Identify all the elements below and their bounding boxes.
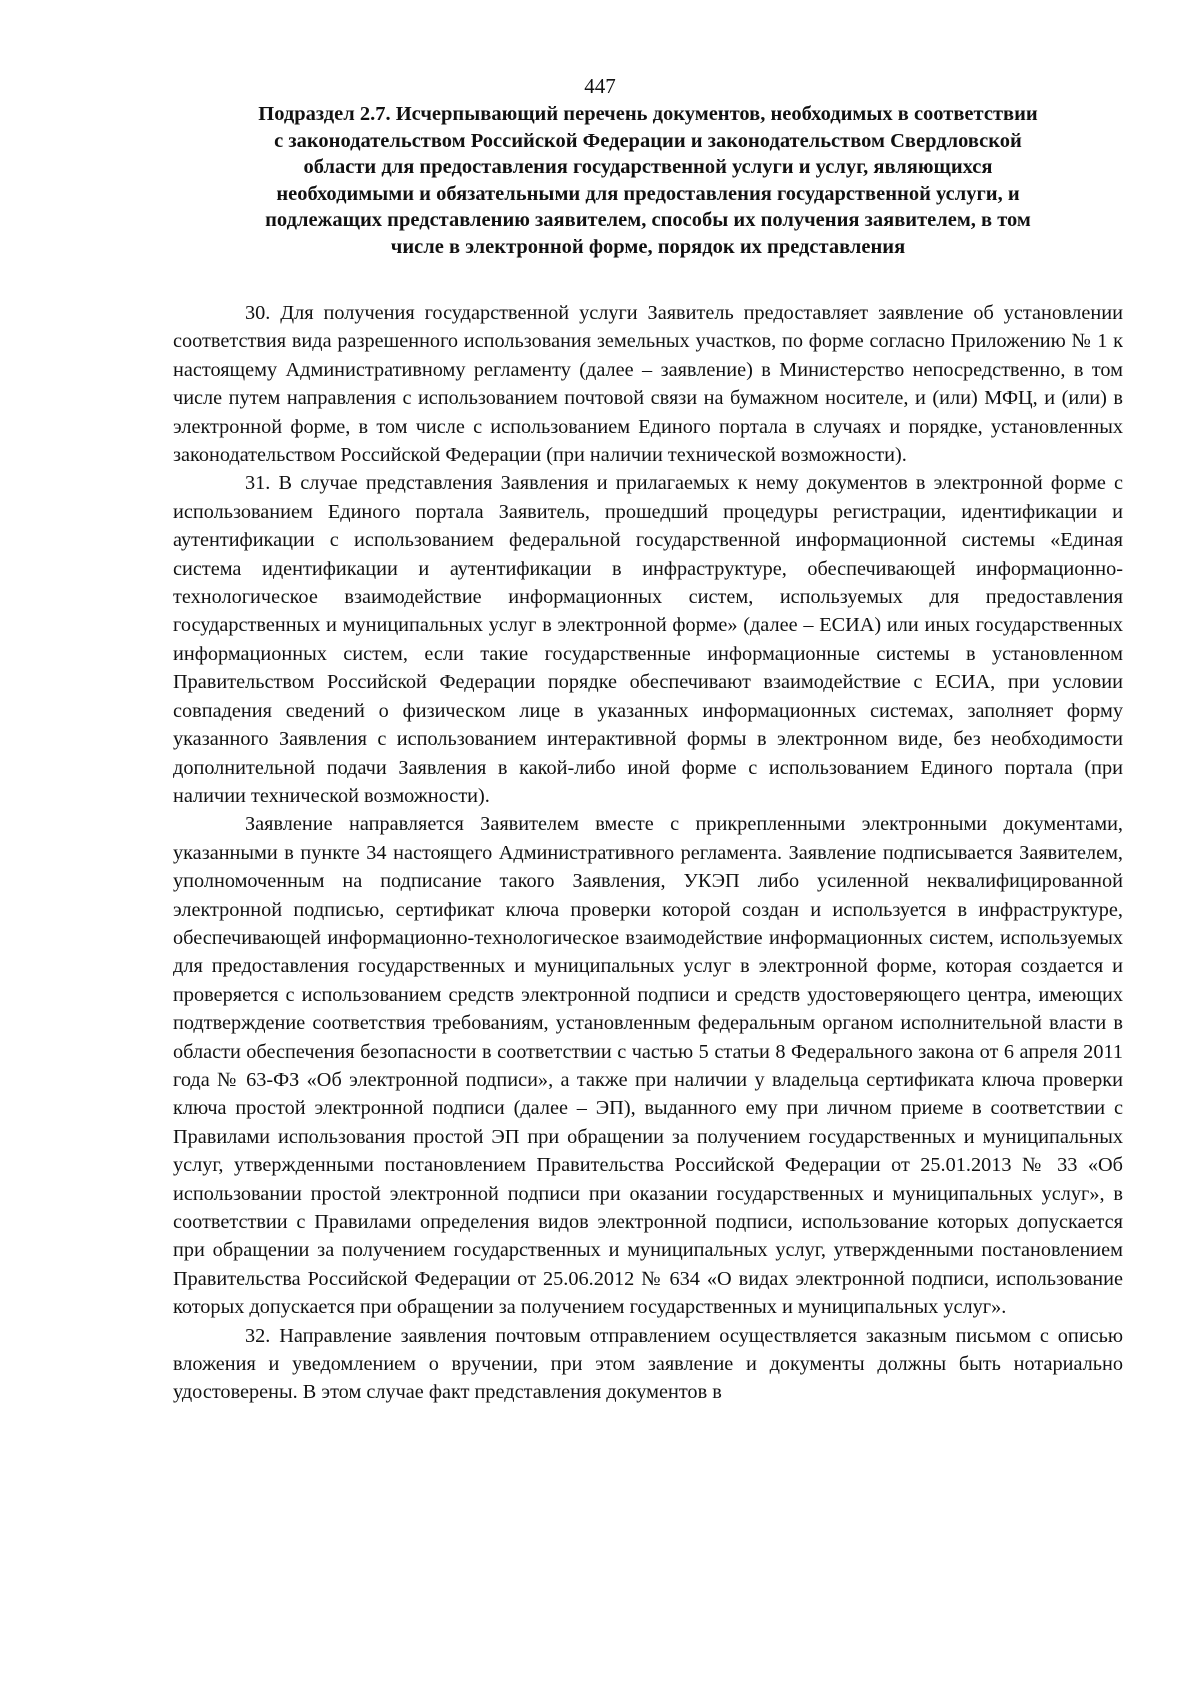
paragraph-31: 31. В случае представления Заявления и прилагаемых к нему документов в электронной форме с использованием Единого портала Заявитель, прошедший процедуры регистрации, идентификации и аутентификации с использованием федеральной государственной информационной системы «Единая система идентификации и аутентификации в инфраструктуре, обеспечивающей информационно-технологическое взаимодействие информационных систем, используемых для предоставления государственных и муниципальных услуг в электронной форме» (далее – ЕСИА) или иных государственных информационных систем, если такие государственные информационные системы в установленном Правительством Российской Федерации порядке обеспечивают взаимодействие с ЕСИА, при условии совпадения сведений о физическом лице в указанных информационных системах, заполняет форму указанного Заявления с использованием интерактивной формы в электронном виде, без необходимости дополнительной подачи Заявления в какой-либо иной форме с использованием Единого портала (при наличии технической возможности).	[173, 472, 1123, 807]
heading-line: числе в электронной форме, порядок их представления	[390, 235, 906, 258]
heading-line: необходимыми и обязательными для предоставления государственной услуги, и	[276, 182, 1020, 205]
heading-line: области для предоставления государственной услуги и услуг, являющихся	[303, 156, 993, 179]
paragraph-32: 32. Направление заявления почтовым отправлением осуществляется заказным письмом с описью вложения и уведомлением о вручении, при этом заявление и документы должны быть нотариально удостоверены. В этом случае факт представления документов в	[173, 1324, 1123, 1404]
paragraph-31-continued: Заявление направляется Заявителем вместе с прикрепленными электронными документами, указанными в пункте 34 настоящего Административного регламента. Заявление подписывается Заявителем, уполномоченным на подписание такого Заявления, УКЭП либо усиленной неквалифицированной электронной подписью, сертификат ключа проверки которой создан и используется в инфраструктуре, обеспечивающей информационно-технологическое взаимодействие информационных систем, используемых для предоставления государственных и муниципальных услуг в электронной форме, которая создается и проверяется с использованием средств электронной подписи и средств удостоверяющего центра, имеющих подтверждение соответствия требованиям, установленным федеральным органом исполнительной власти в области обеспечения безопасности в соответствии с частью 5 статьи 8 Федерального закона от 6 апреля 2011 года № 63-ФЗ «Об электронной подписи», а также при наличии у владельца сертификата ключа проверки ключа простой электронной подписи (далее – ЭП), выданного ему при личном приеме в соответствии с Правилами использования простой ЭП при обращении за получением государственных и муниципальных услуг, утвержденными постановлением Правительства Российской Федерации от 25.01.2013 № 33 «Об использовании простой электронной подписи при оказании государственных и муниципальных услуг», в соответствии с Правилами определения видов электронной подписи, использование которых допускается при обращении за получением государственных и муниципальных услуг, утвержденными постановлением Правительства Российской Федерации от 25.06.2012 № 634 «О видах электронной подписи, использование которых допускается при обращении за получением государственных и муниципальных услуг».	[173, 813, 1123, 1319]
section-heading	[172, 101, 1124, 261]
heading-line: с законодательством Российской Федерации и законодательством Свердловской	[274, 129, 1022, 152]
body-text	[173, 299, 1123, 1407]
page-number: 447	[584, 74, 616, 98]
heading-line: Подраздел 2.7. Исчерпывающий перечень документов, необходимых в соответствии	[258, 103, 1038, 125]
paragraph-30: 30. Для получения государственной услуги Заявитель предоставляет заявление об установлении соответствия вида разрешенного использования земельных участков, по форме согласно Приложению № 1 к настоящему Административному регламенту (далее – заявление) в Министерство непосредственно, в том числе путем направления с использованием почтовой связи на бумажном носителе, и (или) МФЦ, и (или) в электронной форме, в том числе с использованием Единого портала в случаях и порядке, установленных законодательством Российской Федерации (при наличии технической возможности).	[173, 302, 1123, 467]
heading-line: подлежащих представлению заявителем, способы их получения заявителем, в том	[265, 209, 1031, 232]
